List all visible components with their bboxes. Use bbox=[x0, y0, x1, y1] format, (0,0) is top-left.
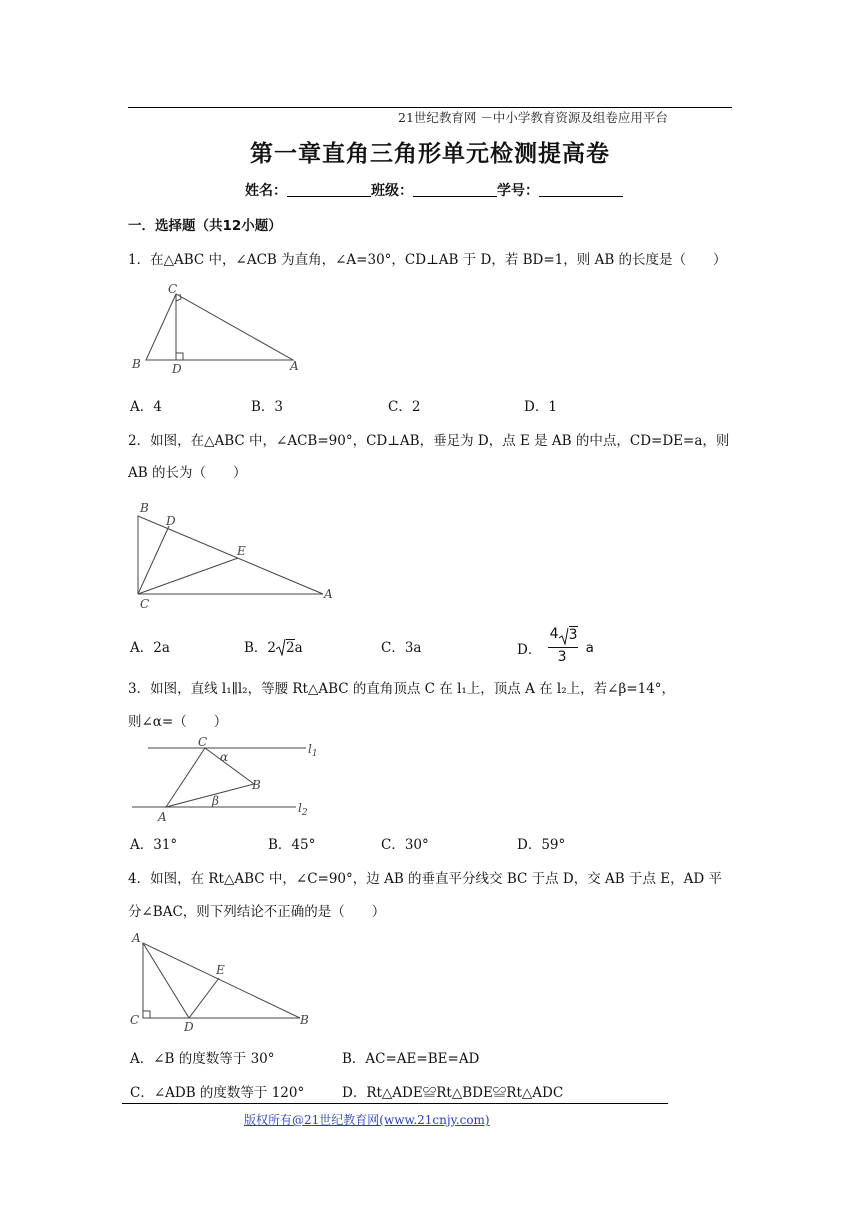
id-label: 学号： bbox=[497, 183, 539, 199]
q3-label-c: C bbox=[198, 735, 208, 749]
frac-num-coef: 4 bbox=[549, 626, 559, 642]
footer-rule bbox=[122, 1103, 668, 1104]
q1-label-b: B bbox=[132, 357, 141, 371]
q1-option-b[interactable]: B．3 bbox=[251, 399, 284, 415]
q3-label-a: A bbox=[158, 810, 167, 824]
q4-label-c: C bbox=[130, 1013, 140, 1027]
class-blank[interactable] bbox=[413, 182, 497, 197]
q3-label-alpha: α bbox=[220, 750, 229, 764]
id-blank[interactable] bbox=[539, 182, 623, 197]
footer-copyright-link[interactable]: 版权所有@21世纪教育网(www.21cnjy.com) bbox=[244, 1113, 490, 1127]
q3-option-c[interactable]: C．30° bbox=[381, 837, 429, 853]
q4-label-b: B bbox=[300, 1013, 309, 1027]
q1-label-c: C bbox=[168, 282, 178, 296]
q2-option-b[interactable] bbox=[244, 636, 303, 656]
question-3-text-line1: 3．如图，直线 l₁∥l₂，等腰 Rt△ABC 的直角顶点 C 在 l₁上，顶点 A 在 l₂上，若∠β=14°， bbox=[128, 681, 676, 697]
question-4-figure bbox=[128, 928, 318, 1033]
section-title: 一．选择题（共12小题） bbox=[128, 218, 282, 234]
q3-label-l1: $l_1$ bbox=[308, 742, 318, 759]
q2-option-b-label: B．2 bbox=[244, 640, 277, 656]
question-4-text-line1: 4．如图，在 Rt△ABC 中，∠C=90°，边 AB 的垂直平分线交 BC 于点 D，交 AB 于点 E，AD 平 bbox=[128, 871, 722, 887]
question-4-text-line2: 分∠BAC，则下列结论不正确的是（ ） bbox=[128, 904, 386, 920]
q1-label-a: A bbox=[290, 359, 299, 373]
q1-option-c[interactable]: C．2 bbox=[388, 399, 421, 415]
q3-option-a[interactable]: A．31° bbox=[130, 837, 178, 853]
question-2-text-line2: AB 的长为（ ） bbox=[128, 465, 247, 481]
frac-num-root: 3 bbox=[568, 627, 578, 643]
question-2-figure bbox=[128, 498, 343, 613]
question-3-text-line2: 则∠α=（ ） bbox=[128, 714, 228, 730]
q2-option-d-fraction bbox=[546, 626, 586, 670]
q4-label-a: A bbox=[132, 931, 141, 945]
q3-label-beta: β bbox=[212, 794, 219, 808]
frac-den: 3 bbox=[557, 649, 567, 665]
q3-option-d[interactable]: D．59° bbox=[517, 837, 566, 853]
student-info bbox=[245, 180, 623, 200]
q2-label-a: A bbox=[324, 587, 333, 601]
header-site: 21世纪教育网 －中小学教育资源及组卷应用平台 bbox=[398, 110, 668, 125]
q4-option-d[interactable]: D．Rt△ADE≌Rt△BDE≌Rt△ADC bbox=[342, 1085, 564, 1101]
q2-label-e: E bbox=[237, 544, 246, 558]
q4-label-e: E bbox=[216, 963, 225, 977]
question-1-figure bbox=[128, 280, 308, 375]
q2-option-c[interactable]: C．3a bbox=[381, 640, 422, 656]
q2-label-b: B bbox=[140, 501, 149, 515]
fraction-bar bbox=[548, 647, 578, 648]
q2-option-b-suffix: a bbox=[294, 640, 303, 656]
sqrt-icon bbox=[559, 627, 569, 645]
q2-option-d-var: a bbox=[585, 640, 594, 656]
sqrt-icon bbox=[276, 638, 286, 656]
question-2-text-line1: 2．如图，在△ABC 中，∠ACB=90°，CD⊥AB，垂足为 D，点 E 是 AB 的中点，CD=DE=a，则 bbox=[128, 433, 730, 449]
q4-label-d: D bbox=[184, 1020, 194, 1033]
q4-option-b[interactable]: B．AC=AE=BE=AD bbox=[342, 1051, 480, 1067]
q2-option-a[interactable]: A．2a bbox=[130, 640, 170, 656]
q1-option-a[interactable]: A．4 bbox=[130, 399, 162, 415]
name-label: 姓名： bbox=[245, 183, 287, 199]
q3-option-b[interactable]: B．45° bbox=[268, 837, 316, 853]
q3-label-b: B bbox=[252, 778, 261, 792]
q1-label-d: D bbox=[172, 362, 182, 375]
question-1-text: 1．在△ABC 中，∠ACB 为直角，∠A=30°，CD⊥AB 于 D，若 BD=1，则 AB 的长度是（ ） bbox=[128, 252, 727, 268]
q2-label-d: D bbox=[166, 514, 176, 528]
q2-option-d[interactable] bbox=[517, 626, 594, 670]
q3-label-l2: $l_2$ bbox=[298, 801, 308, 818]
question-3-figure bbox=[128, 733, 328, 825]
name-blank[interactable] bbox=[287, 182, 371, 197]
page-title: 第一章直角三角形单元检测提高卷 bbox=[250, 141, 610, 167]
q4-option-a[interactable]: A．∠B 的度数等于 30° bbox=[130, 1051, 275, 1067]
q4-option-c[interactable]: C．∠ADB 的度数等于 120° bbox=[130, 1085, 305, 1101]
q2-label-c: C bbox=[140, 597, 150, 611]
q1-option-d[interactable]: D．1 bbox=[524, 399, 557, 415]
class-label: 班级： bbox=[371, 183, 413, 199]
q2-option-b-root: 2 bbox=[286, 640, 295, 656]
q2-option-d-label: D． bbox=[517, 642, 542, 658]
